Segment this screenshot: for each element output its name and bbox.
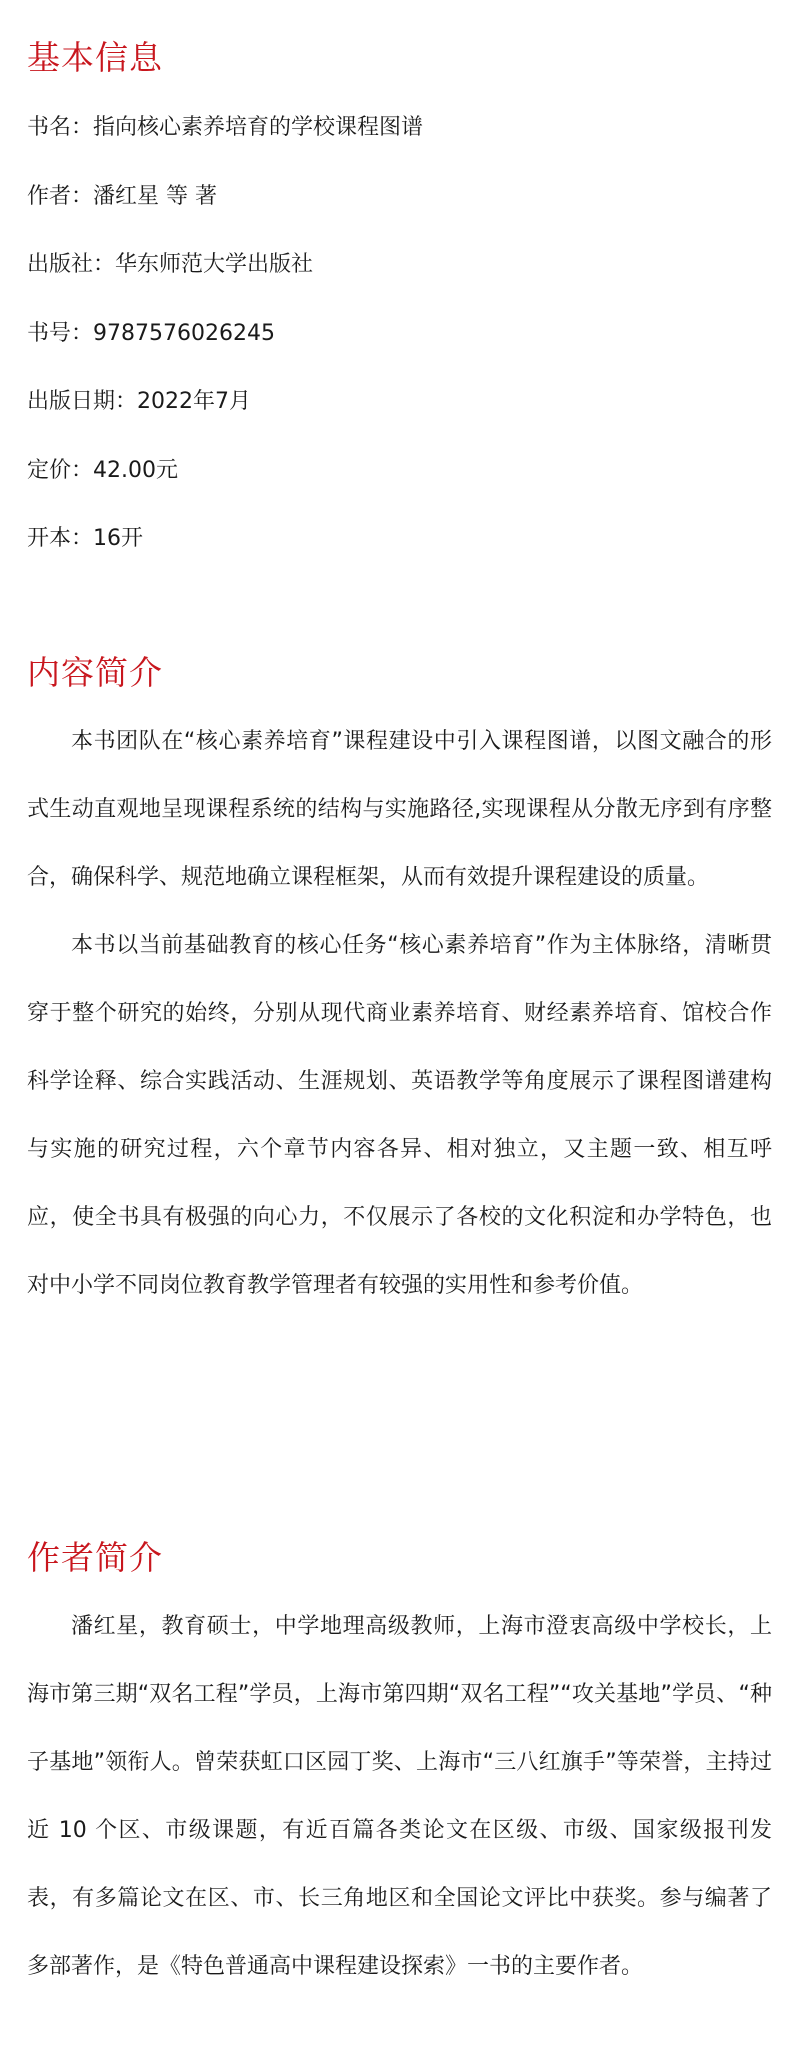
content-intro-paragraph: 本书团队在“核心素养培育”课程建设中引入课程图谱，以图文融合的形式生动直观地呈现课程系统的结构与实施路径,实现课程从分散无序到有序整合，确保科学、规范地确立课程框架，从而有效提升课程建设的质量。	[27, 729, 772, 890]
book-title-line: 书名：指向核心素养培育的学校课程图谱	[27, 115, 424, 140]
publisher-line: 出版社：华东师范大学出版社	[27, 252, 314, 277]
content-intro-title: 内容简介	[27, 653, 163, 692]
basic-info-list	[27, 112, 423, 592]
content-intro-paragraph: 本书以当前基础教育的核心任务“核心素养培育”作为主体脉络，清晰贯穿于整个研究的始终，分别从现代商业素养培育、财经素养培育、馆校合作科学诠释、综合实践活动、生涯规划、英语教学等角度展示了课程图谱建构与实施的研究过程，六个章节内容各异、相对独立，又主题一致、相互呼应，使全书具有极强的向心力，不仅展示了各校的文化积淀和办学特色，也对中小学不同岗位教育教学管理者有较强的实用性和参考价值。	[27, 933, 772, 1298]
author-intro-body	[27, 1593, 772, 2001]
author-intro-paragraph: 潘红星，教育硕士，中学地理高级教师，上海市澄衷高级中学校长，上海市第三期“双名工程”学员，上海市第四期“双名工程”“攻关基地”学员、“种子基地”领衔人。曾荣获虹口区园丁奖、上海市“三八红旗手”等荣誉，主持过近 10 个区、市级课题，有近百篇各类论文在区级、市级、国家级报刊发表，有多篇论文在区、市、长三角地区和全国论文评比中获奖。参与编著了多部著作，是《特色普通高中课程建设探索》一书的主要作者。	[27, 1614, 772, 1979]
isbn-line: 书号：9787576026245	[27, 320, 275, 346]
publish-date-line: 出版日期：2022年7月	[27, 389, 251, 414]
author-intro-title: 作者简介	[27, 1538, 163, 1577]
content-intro-body	[27, 708, 772, 1320]
basic-info-title: 基本信息	[27, 38, 163, 77]
format-line: 开本：16开	[27, 526, 143, 551]
author-line: 作者：潘红星 等 著	[27, 183, 217, 209]
price-line: 定价：42.00元	[27, 457, 178, 483]
